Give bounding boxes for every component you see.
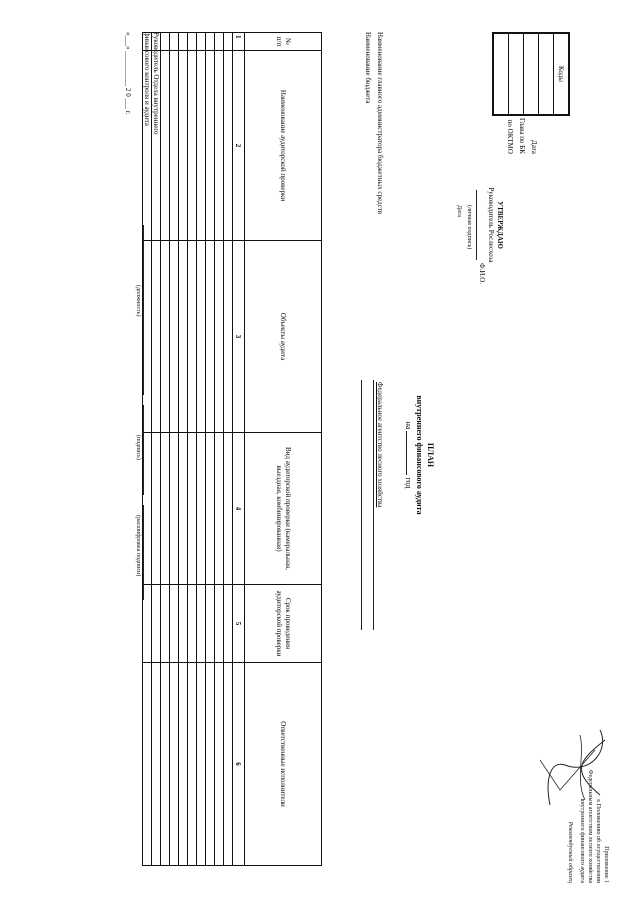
footer-block	[142, 32, 160, 135]
table-cell	[224, 51, 233, 241]
footer-line1: Руководитель Отдела внутреннего	[152, 32, 160, 135]
table-cell	[152, 433, 161, 585]
table-cell	[170, 663, 179, 866]
table-cell	[215, 241, 224, 433]
title-plan: ПЛАН	[426, 442, 435, 468]
table-cell	[170, 51, 179, 241]
table-cell	[197, 433, 206, 585]
table-cell	[188, 51, 197, 241]
codes-cell-date	[538, 34, 553, 114]
table-cell	[197, 663, 206, 866]
table-cell	[206, 433, 215, 585]
table-row	[215, 33, 224, 866]
table-cell	[161, 33, 170, 51]
footer-decode-caption: (расшифровка подписи)	[135, 515, 141, 577]
table-cell	[152, 663, 161, 866]
title-year-prefix: на	[404, 421, 413, 430]
table-cell	[188, 33, 197, 51]
table-cell	[224, 663, 233, 866]
plan-table	[142, 32, 322, 866]
table-cell	[161, 241, 170, 433]
table-cell	[215, 585, 224, 663]
table-cell	[197, 585, 206, 663]
table-number-row	[233, 33, 245, 866]
table-cell	[188, 241, 197, 433]
table-cell	[161, 433, 170, 585]
table-cell	[161, 663, 170, 866]
table-cell	[179, 663, 188, 866]
footer-date: «___» __________ 2 0 ___ г.	[124, 32, 132, 115]
column-number: 2	[233, 51, 245, 241]
approval-date: Дата	[456, 205, 462, 217]
approval-fio: Ф.И.О.	[478, 263, 486, 284]
codes-labels	[504, 118, 540, 154]
table-row	[152, 33, 161, 866]
table-cell	[179, 241, 188, 433]
approval-block	[476, 150, 504, 300]
table-cell	[215, 33, 224, 51]
column-number: 4	[233, 433, 245, 585]
table-row	[179, 33, 188, 866]
table-row	[161, 33, 170, 866]
table-cell	[170, 433, 179, 585]
footer-sign-caption: (подпись)	[135, 435, 141, 460]
codes-cell-extra	[494, 34, 508, 114]
handwritten-signature	[530, 720, 620, 820]
table-cell	[179, 433, 188, 585]
footer-position-caption: (должность)	[135, 285, 141, 317]
table-cell	[179, 585, 188, 663]
table-cell	[188, 585, 197, 663]
table-row	[197, 33, 206, 866]
table-cell	[161, 585, 170, 663]
table-cell	[224, 585, 233, 663]
table-row	[170, 33, 179, 866]
table-cell	[179, 33, 188, 51]
table-cell	[224, 241, 233, 433]
table-cell	[206, 241, 215, 433]
approval-sign-caption: (личная подпись)	[466, 205, 472, 250]
title-year	[403, 380, 414, 530]
codes-cell-bk	[523, 34, 538, 114]
sample-label: Рекомендуемый образец	[567, 821, 573, 883]
column-number: 6	[233, 663, 245, 866]
title-block	[403, 380, 436, 530]
table-row	[224, 33, 233, 866]
table-cell	[206, 51, 215, 241]
table-cell	[206, 663, 215, 866]
appendix-line3: Федеральным агентством лесного хозяйства	[587, 769, 593, 883]
title-year-suffix: год	[404, 477, 413, 489]
table-row	[188, 33, 197, 866]
approval-head: Руководитель Рослесхоза	[487, 187, 495, 263]
title-subtitle: внутреннего финансового аудита	[415, 395, 424, 515]
table-cell	[215, 433, 224, 585]
gabs-label: Наименование главного администратора бюджетных средств	[376, 32, 384, 215]
codes-label-bk: Глава по БК	[518, 118, 526, 154]
table-cell	[170, 241, 179, 433]
table-cell	[197, 51, 206, 241]
table-cell	[143, 663, 152, 866]
codes-header: Коды	[553, 34, 568, 114]
table-cell	[170, 585, 179, 663]
table-cell	[170, 33, 179, 51]
appendix-line4: внутреннего финансового аудита	[579, 798, 585, 883]
appendix-line2: к Положению об осуществлении	[595, 799, 601, 883]
table-row	[206, 33, 215, 866]
table-cell	[197, 241, 206, 433]
column-number: 3	[233, 241, 245, 433]
codes-label-oktmo: по ОКТМО	[506, 119, 514, 154]
header-number: № п/п	[245, 33, 322, 51]
appendix-line1: Приложение 1	[603, 846, 609, 883]
codes-cell-oktmo	[508, 34, 523, 114]
table-cell	[215, 663, 224, 866]
column-number: 5	[233, 585, 245, 663]
table-cell	[188, 433, 197, 585]
approval-title: УТВЕРЖДАЮ	[496, 201, 504, 249]
header-name: Наименование аудиторской проверки	[245, 51, 322, 241]
codes-label-date: Дата	[530, 139, 538, 154]
table-cell	[152, 241, 161, 433]
header-objects: Объекты аудита	[245, 241, 322, 433]
table-cell	[224, 433, 233, 585]
table-cell	[206, 585, 215, 663]
table-cell	[161, 51, 170, 241]
table-cell	[206, 33, 215, 51]
header-term: Срок проведения аудиторской проверки	[245, 585, 322, 663]
table-cell	[179, 51, 188, 241]
table-cell	[224, 33, 233, 51]
table-cell	[152, 585, 161, 663]
table-cell	[188, 663, 197, 866]
budget-label: Наименование бюджета	[364, 32, 372, 104]
footer-line2: финансового контроля и аудита	[143, 32, 151, 126]
table-cell	[197, 33, 206, 51]
header-type: Вид аудиторской проверки (камеральная, выездная, комбинированная)	[245, 433, 322, 585]
column-number: 1	[233, 33, 245, 51]
gabs-value: Федеральное агентство лесного хозяйства	[376, 382, 384, 508]
table-cell	[215, 51, 224, 241]
codes-box	[492, 32, 570, 116]
header-executors: Ответственные исполнители	[245, 663, 322, 866]
